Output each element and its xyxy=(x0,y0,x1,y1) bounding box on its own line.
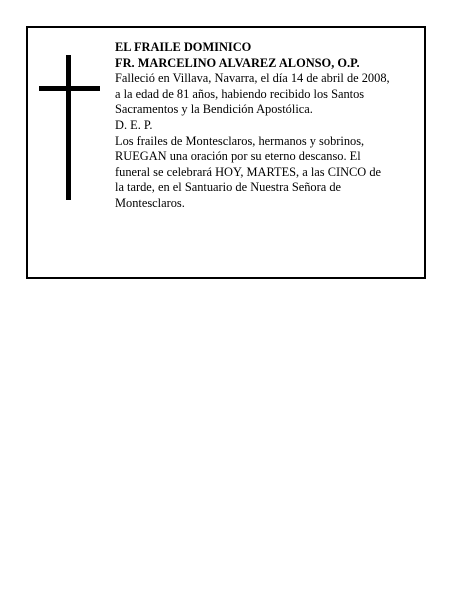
notice-line: RUEGAN una oración por su eterno descanso. El xyxy=(115,149,361,164)
notice-line: Montesclaros. xyxy=(115,195,185,210)
notice-text xyxy=(115,40,423,212)
notice-line: Falleció en Villava, Navarra, el día 14 de abril de 2008, xyxy=(115,71,390,86)
deceased-name: FR. MARCELINO ALVAREZ ALONSO, O.P. xyxy=(115,55,360,70)
rest-in-peace: D. E. P. xyxy=(115,117,153,132)
obituary-notice xyxy=(26,26,426,279)
notice-line: a la edad de 81 años, habiendo recibido los Santos xyxy=(115,86,365,101)
notice-line: la tarde, en el Santuario de Nuestra Señora de xyxy=(115,180,342,195)
notice-line: Los frailes de Montesclaros, hermanos y sobrinos, xyxy=(115,133,365,148)
cross-vertical-bar xyxy=(66,55,71,200)
notice-line: Sacramentos y la Bendición Apostólica. xyxy=(115,102,313,117)
cross-horizontal-bar xyxy=(39,86,100,91)
notice-line: funeral se celebrará HOY, MARTES, a las CINCO de xyxy=(115,164,382,179)
notice-heading: EL FRAILE DOMINICO xyxy=(115,40,252,54)
cross-icon xyxy=(39,55,100,200)
